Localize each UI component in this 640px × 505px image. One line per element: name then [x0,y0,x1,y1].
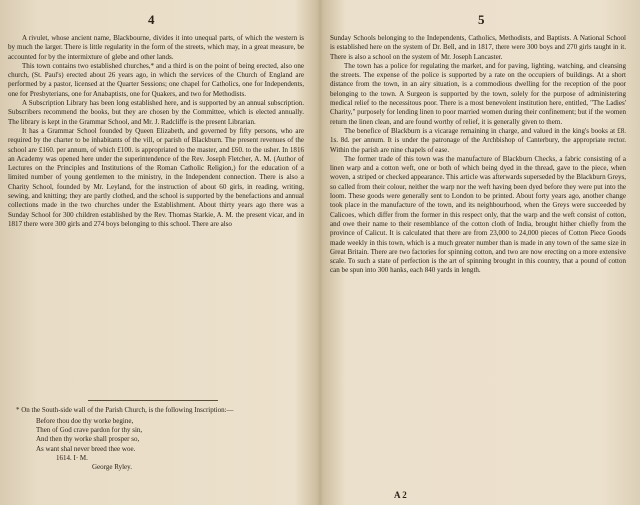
left-page [8,6,308,501]
paragraph: Sunday Schools belonging to the Independents, Catholics, Methodists, and Baptists. A National School is established here on the system of Dr. Bell, and in 1817, there were 300 boys and 270 girls taught in it. There is also a school on the system of Mr. Joseph Lancaster. [330,34,626,61]
paragraph: The former trade of this town was the manufacture of Blackburn Checks, a fabric consisting of a linen warp and a cotton weft, one or both of which being dyed in the thread, gave to the piece, when woven, a striped or checked appearance. This article was afterwards superseded by the Blackburn Greys, so called from their colour, neither the warp nor the weft having been dyed before they were put into the loom. These goods were generally sent to London to be printed. About forty years ago, another change took place in the manufacture of the town, and its neighbourhood, when the Greys were succeeded by Calicoes, which differ from the former in this respect only, that the warp and the weft consist of cotton, and owe their name to their resemblance of the cotton cloth of India, brought hither chiefly from the province of Calicut. It is calculated that there are from 23,000 to 24,000 pieces of Cotton Piece Goods made weekly in this town, which is a much greater number than is made in any town of the same size in Great Britain. There are two factories for spinning cotton, and two are now erecting on a more extensive scale. To such a state of perfection is the art of spinning brought in this country, that a pound of cotton can be spun into 300 hanks, each 840 yards in length. [330,154,626,275]
footnote-text: * On the South-side wall of the Parish Church, is the following Inscription:— [16,406,234,414]
verse-line: Before thou doe thy worke begine, [36,417,134,425]
inscription-date: 1614. I· M. [56,453,88,462]
page-body [8,34,304,229]
paragraph: This town contains two established churches,* and a third is on the point of being erected, also one church, (St. Paul's) erected about 26 years ago, in which the services of the Church of England are performed by a pastor, licensed at the Quarter Sessions; one chapel for Catholics, one for Independents, one for Presbyterians, one for Anabaptists, one for Quakers, and two for Methodists. [8,61,304,98]
signature-mark: A 2 [394,490,407,500]
page-number: 5 [478,12,485,27]
inscription-verse [36,417,304,472]
paragraph: The town has a police for regulating the market, and for paving, lighting, watching, and cleansing the streets. The expense of the police is supported by a rate on the occupiers of buildings. At a short distance from the town, in an airy situation, is a commodious dwelling for the reception of the poor belonging to the town. A Surgeon is supported by the town, solely for the purpose of administering medical relief to the necessitous poor. There is a most benevolent institution here, entitled, "The Ladies' Charity," purposely for lending linen to poor married women during their confinement; but if the women return the linen clean, and are found worthy of relief, it is generally given to them. [330,61,626,126]
paragraph: A Subscription Library has been long established here, and is supported by an annual subscription. Subscribers recommend the books, but they are chosen by the Committee, which is elected annually. The library is kept in the Grammar School, and Mr. J. Radcliffe is the present Librarian. [8,99,304,126]
paragraph: It has a Grammar School founded by Queen Elizabeth, and governed by fifty persons, who are required by the charter to be inhabitants of the vill, or parish of Blackburn. The present revenues of the school are £160. per annum, of which £100. is appropriated to the master, and £60. to the usher. In 1816 an Academy was opened here under the superintendence of the Rev. Joseph Fletcher, A. M. (Author of Lectures on the Principles and Institutions of the Roman Catholic Religion,) for the education of a limited number of young gentlemen to the ministry, in the Independent connection. There is also a Charity School, founded by Mr. Leyland, for the instruction of about 60 girls, in reading, writing, sewing, and knitting; they are partly clothed, and the school is supported by the benefactions and annual collections made in the two churches under the Establishment. About thirty years ago there was a Sunday School for 300 children established by the Rev. Thomas Starkie, A. M. the present vicar, and in 1817 there were 300 girls and 274 boys belonging to this school. There are also [8,126,304,228]
footnote [8,406,304,472]
verse-line: As want shal never breed thee woe. [36,444,136,453]
paragraph: A rivulet, whose ancient name, Blackbourne, divides it into unequal parts, of which the western is by much the larger. There is little regularity in the form of the streets, which may, in a great measure, be accounted for by the intermixture of glebe and other lands. [8,34,304,61]
verse-line: Then of God crave pardon for thy sin, [36,426,143,435]
paragraph: The benefice of Blackburn is a vicarage remaining in charge, and valued in the king's books at £8. 1s. 8d. per annum. It is under the patronage of the Archbishop of Canterbury, the appropriate rector. Within the parish are nine chapels of ease. [330,126,626,154]
page-number: 4 [148,12,155,27]
verse-line: And then thy worke shall prosper so, [36,435,140,444]
right-page [330,6,630,501]
footnote-divider [88,400,218,401]
page-body [330,34,626,276]
inscription-author: George Ryley. [92,463,132,472]
